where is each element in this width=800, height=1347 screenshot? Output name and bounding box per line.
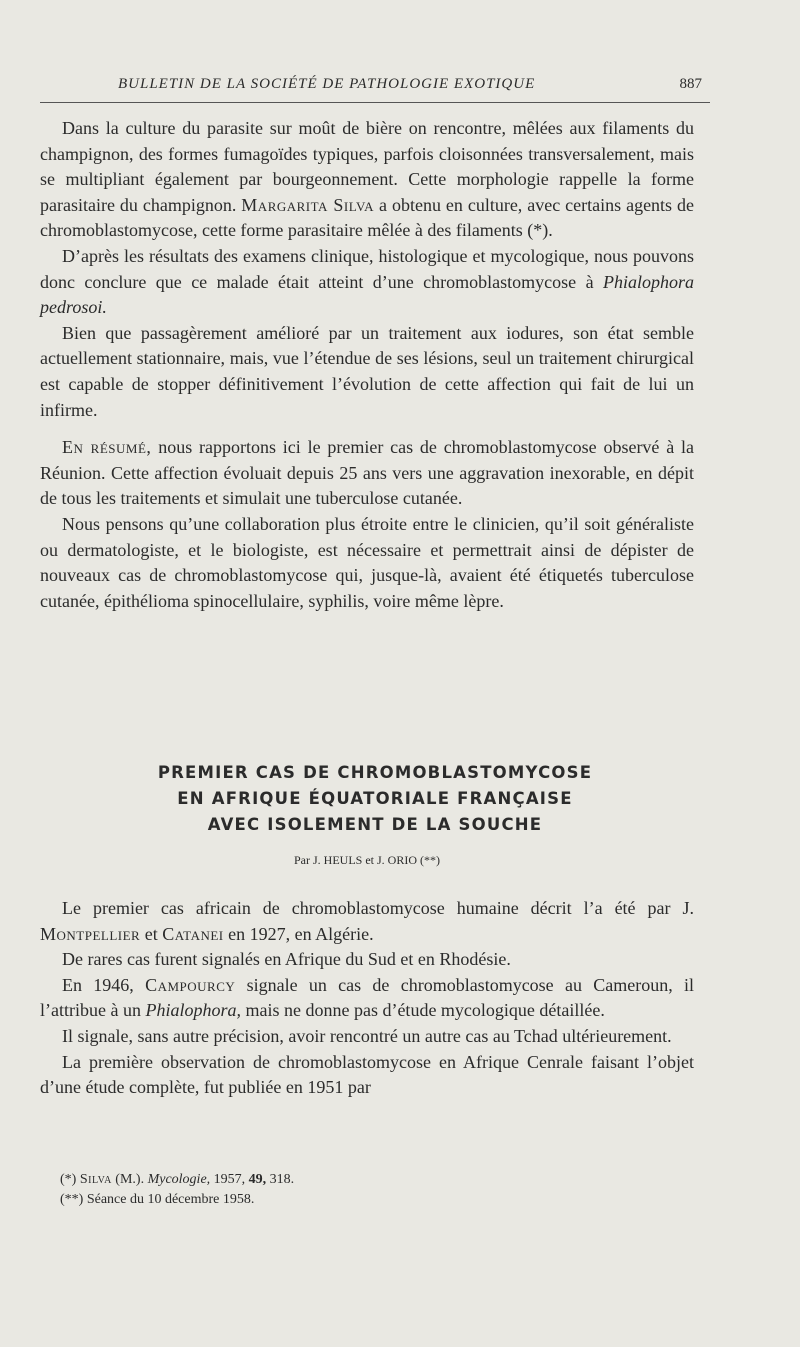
paragraph-collaboration: Nous pensons qu’une collaboration plus étroite entre le clinicien, qu’il soit généraliste ou dermatologiste, et le biologiste, est nécessaire et permettrait ainsi de dépister de nouveaux cas de chromoblastomycose qui, jusque-là, avaient été étiquetés tuberculose cutanée, épithélioma spinocellulaire, syphilis, voire même lèpre. <box>40 513 694 611</box>
paragraph-rare-cases: De rares cas furent signalés en Afrique du Sud et en Rhodésie. <box>62 949 511 970</box>
paragraph-cameroun: En 1946, Campourcy signale un cas de chromoblastomycose au Cameroun, il l’attribue à un Phialophora, mais ne donne pas d’étude mycologique détaillée. <box>40 974 695 1021</box>
paragraph-first-case: Le premier cas africain de chromoblastomycose humaine décrit l’a été par J. Montpellier et Catanei en 1927, en Algérie. <box>40 898 694 944</box>
footnote-1: (*) Silva (M.). Mycologie, 1957, 49, 318. <box>60 1172 295 1187</box>
page-number: 887 <box>679 76 702 92</box>
paragraph-first-observation: La première observation de chromoblastomycose en Afrique Cenrale faisant l’objet d’une étude complète, fut publiée en 1951 par <box>40 1051 694 1098</box>
author-name: Montpellier <box>40 923 141 944</box>
author-name: Margarita Silva <box>241 194 375 215</box>
paragraph-treatment: Bien que passagèrement amélioré par un traitement aux iodures, son état semble actuellement stationnaire, mais, vue l’étendue de ses lésions, seul un traitement chirurgical est capable de stopper définitivement l’évolution de cette affection qui fait de lui un infirme. <box>40 322 694 420</box>
footnote-2: (**) Séance du 10 décembre 1958. <box>60 1192 255 1207</box>
author-name: Campourcy <box>145 974 236 995</box>
new-article-body <box>40 896 694 1101</box>
genus-name: Phialophora, <box>145 1000 241 1021</box>
article-title: PREMIER CAS DE CHROMOBLASTOMYCOSE EN AFRIQUE ÉQUATORIALE FRANÇAISE AVEC ISOLEMENT DE LA SOUCHE <box>157 763 593 834</box>
paragraph-culture: Dans la culture du parasite sur moût de bière on rencontre, mêlées aux filaments du champignon, des formes fumagoïdes typiques, parfois cloisonnées transversalement, mais se multipliant également par bourgeonnement. Cette morphologie rappelle la forme parasitaire du champignon. Margarita Silva a obtenu en culture, avec certains agents de chromoblastomycose, cette forme parasitaire mêlée à des filaments (*). <box>40 118 695 241</box>
running-title: BULLETIN DE LA SOCIÉTÉ DE PATHOLOGIE EXOTIQUE <box>118 76 536 92</box>
species-name: Phialophora pedrosoi. <box>40 271 694 318</box>
summary-lead: En résumé, <box>62 437 152 458</box>
article-byline: Par J. HEULS et J. ORIO (**) <box>294 853 440 867</box>
paragraph-tchad: Il signale, sans autre précision, avoir rencontré un autre cas au Tchad ultérieurement. <box>62 1025 672 1046</box>
author-name: Catanei <box>162 923 224 944</box>
running-header <box>40 72 710 103</box>
paragraph-diagnosis: D’après les résultats des examens clinique, histologique et mycologique, nous pouvons donc conclure que ce malade était atteint d’une chromoblastomycose à Phialophora pedrosoi. <box>40 245 694 318</box>
previous-article-conclusion <box>40 116 694 614</box>
footnotes <box>60 1170 700 1210</box>
paragraph-summary: En résumé, nous rapportons ici le premier cas de chromoblastomycose observé à la Réunion. Cette affection évoluait depuis 25 ans vers une aggravation inexorable, en dépit de tous les traitements et simulait une tuberculose cutanée. <box>40 437 694 509</box>
